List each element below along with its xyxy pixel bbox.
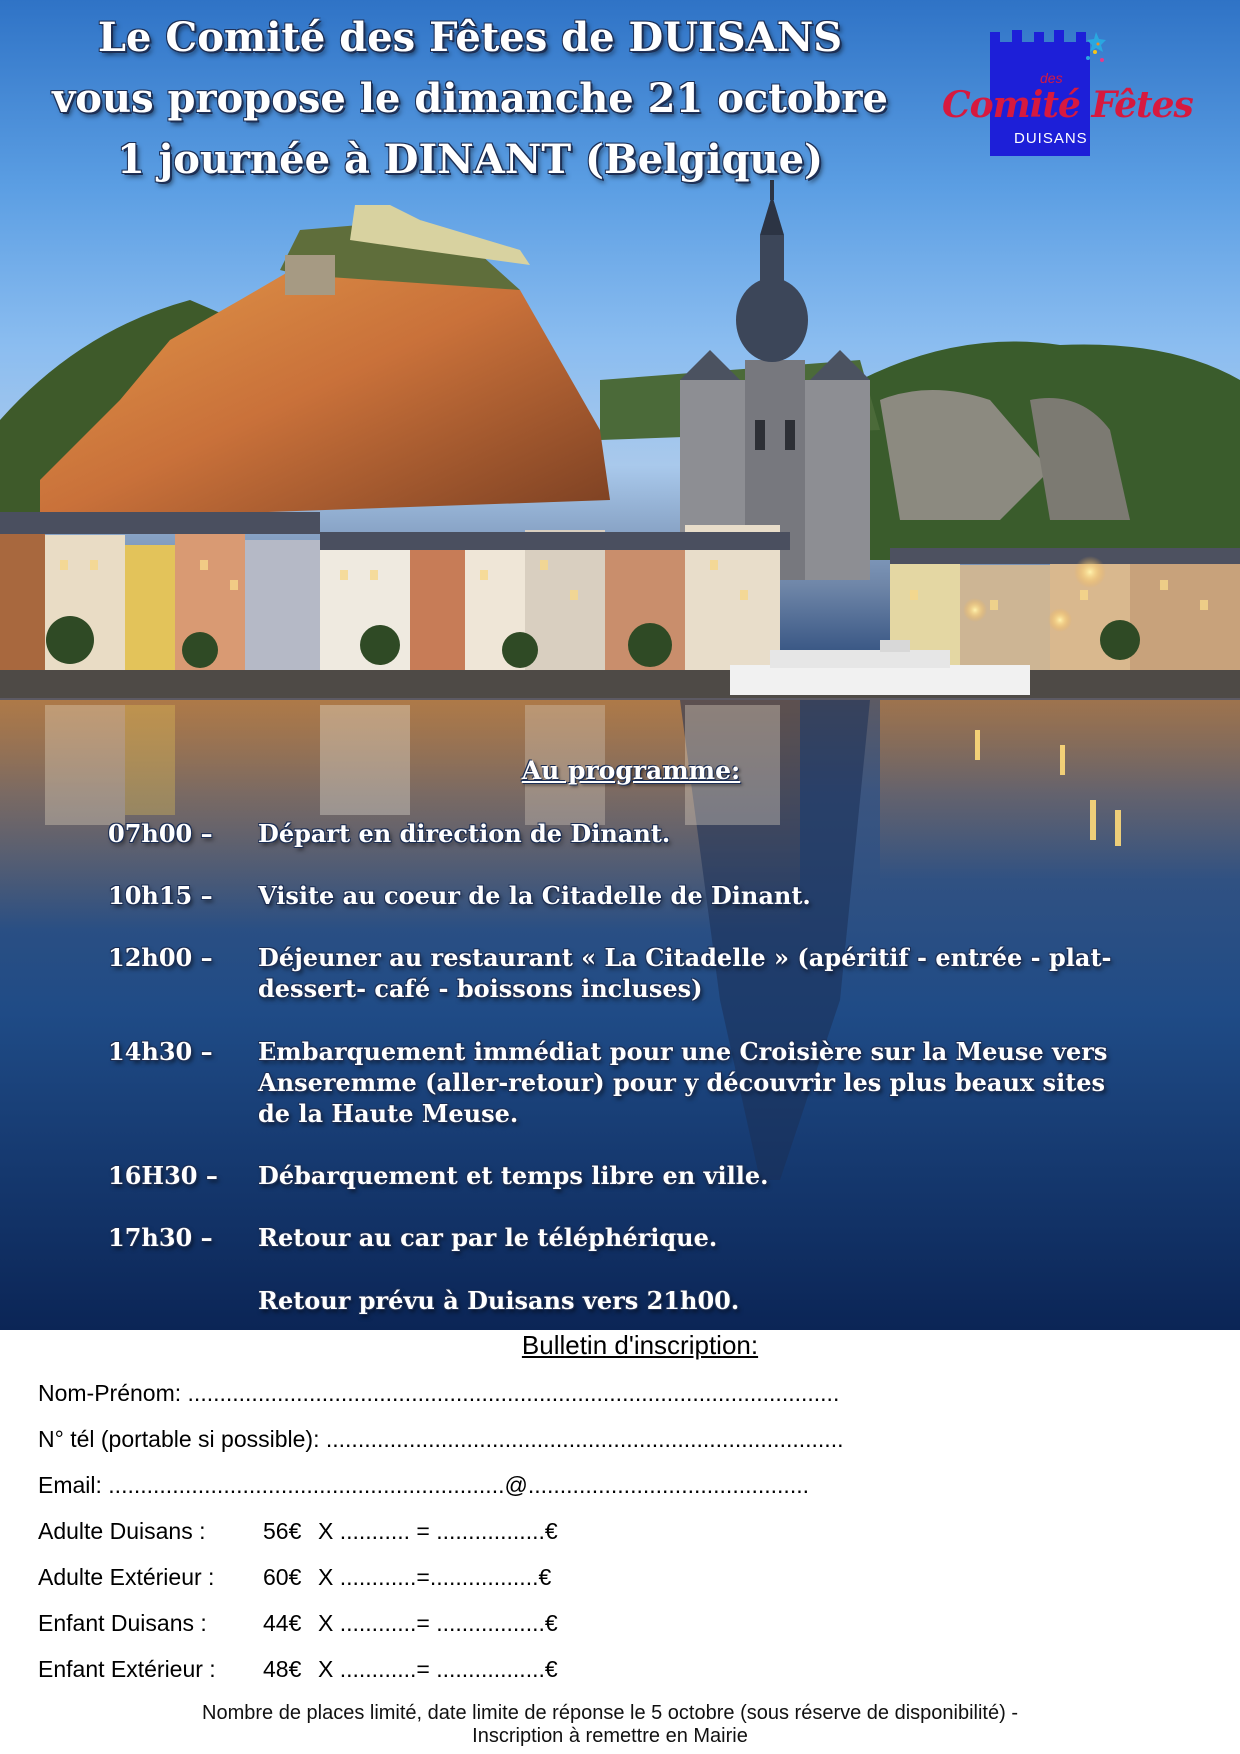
price-value: 60€ (263, 1564, 302, 1590)
logo-subtext: DUISANS (1014, 130, 1088, 147)
footer-line-2: Inscription à remettre en Mairie (472, 1725, 748, 1747)
price-value: 56€ (263, 1518, 302, 1544)
comite-des-fetes-logo (930, 22, 1193, 162)
price-calc-field[interactable]: X ........... = .................€ (318, 1518, 558, 1544)
price-label: Adulte Duisans : (38, 1518, 206, 1544)
phone-field[interactable]: N° tél (portable si possible): ................................................................................. (38, 1426, 844, 1452)
program-text: Retour au car par le téléphérique. (258, 1223, 718, 1252)
program-text: Débarquement et temps libre en ville. (258, 1161, 769, 1190)
program-time: 12h00 – (108, 943, 213, 972)
program-item (108, 942, 1138, 1006)
program-time: 16H30 – (108, 1161, 218, 1190)
price-calc-field[interactable]: X ............= .................€ (318, 1610, 558, 1636)
program-item (108, 1285, 1138, 1317)
price-label: Enfant Duisans : (38, 1610, 207, 1636)
program-item (108, 1160, 1138, 1192)
title-line-3: 1 journée à DINANT (Belgique) (116, 136, 824, 183)
program-item (108, 1222, 1138, 1254)
program-time: 10h15 – (108, 881, 213, 910)
title-line-2: vous propose le dimanche 21 octobre (52, 75, 888, 122)
program-item (108, 1036, 1138, 1132)
program-text: Visite au coeur de la Citadelle de Dinant. (258, 881, 811, 910)
program-item (108, 880, 1138, 912)
footer-line-1: Nombre de places limité, date limite de réponse le 5 octobre (sous réserve de disponibilité) - (202, 1702, 1018, 1724)
program-item (108, 818, 1138, 850)
program-text: Départ en direction de Dinant. (258, 819, 671, 848)
price-value: 44€ (263, 1610, 302, 1636)
email-field[interactable]: Email: ..............................................................@............................................ (38, 1472, 809, 1498)
title-line-1: Le Comité des Fêtes de DUISANS (97, 14, 843, 61)
logo-text: Comité Fêtes (942, 84, 1193, 126)
program-text: Embarquement immédiat pour une Croisière sur la Meuse vers Anseremme (aller-retour) pour y découvrir les plus beaux sites de la Haute Meuse. (258, 1037, 1108, 1128)
logo-small-text: des (1040, 70, 1063, 86)
price-label: Enfant Extérieur : (38, 1656, 216, 1682)
program-text: Retour prévu à Duisans vers 21h00. (258, 1286, 740, 1315)
price-label: Adulte Extérieur : (38, 1564, 215, 1590)
footer-note (110, 1702, 1110, 1748)
name-field[interactable]: Nom-Prénom: ...................................................................................................... (38, 1380, 840, 1406)
form-title: Bulletin d'inscription: (521, 1330, 759, 1360)
program-time: 14h30 – (108, 1037, 213, 1066)
price-value: 48€ (263, 1656, 302, 1682)
price-calc-field[interactable]: X ............=.................€ (318, 1564, 552, 1590)
program-time: 07h00 – (108, 819, 213, 848)
price-calc-field[interactable]: X ............= .................€ (318, 1656, 558, 1682)
program-time: 17h30 – (108, 1223, 213, 1252)
program-heading: Au programme: (521, 756, 741, 785)
program-text: Déjeuner au restaurant « La Citadelle » (apéritif - entrée - plat- dessert- café - boissons incluses) (258, 943, 1112, 1003)
